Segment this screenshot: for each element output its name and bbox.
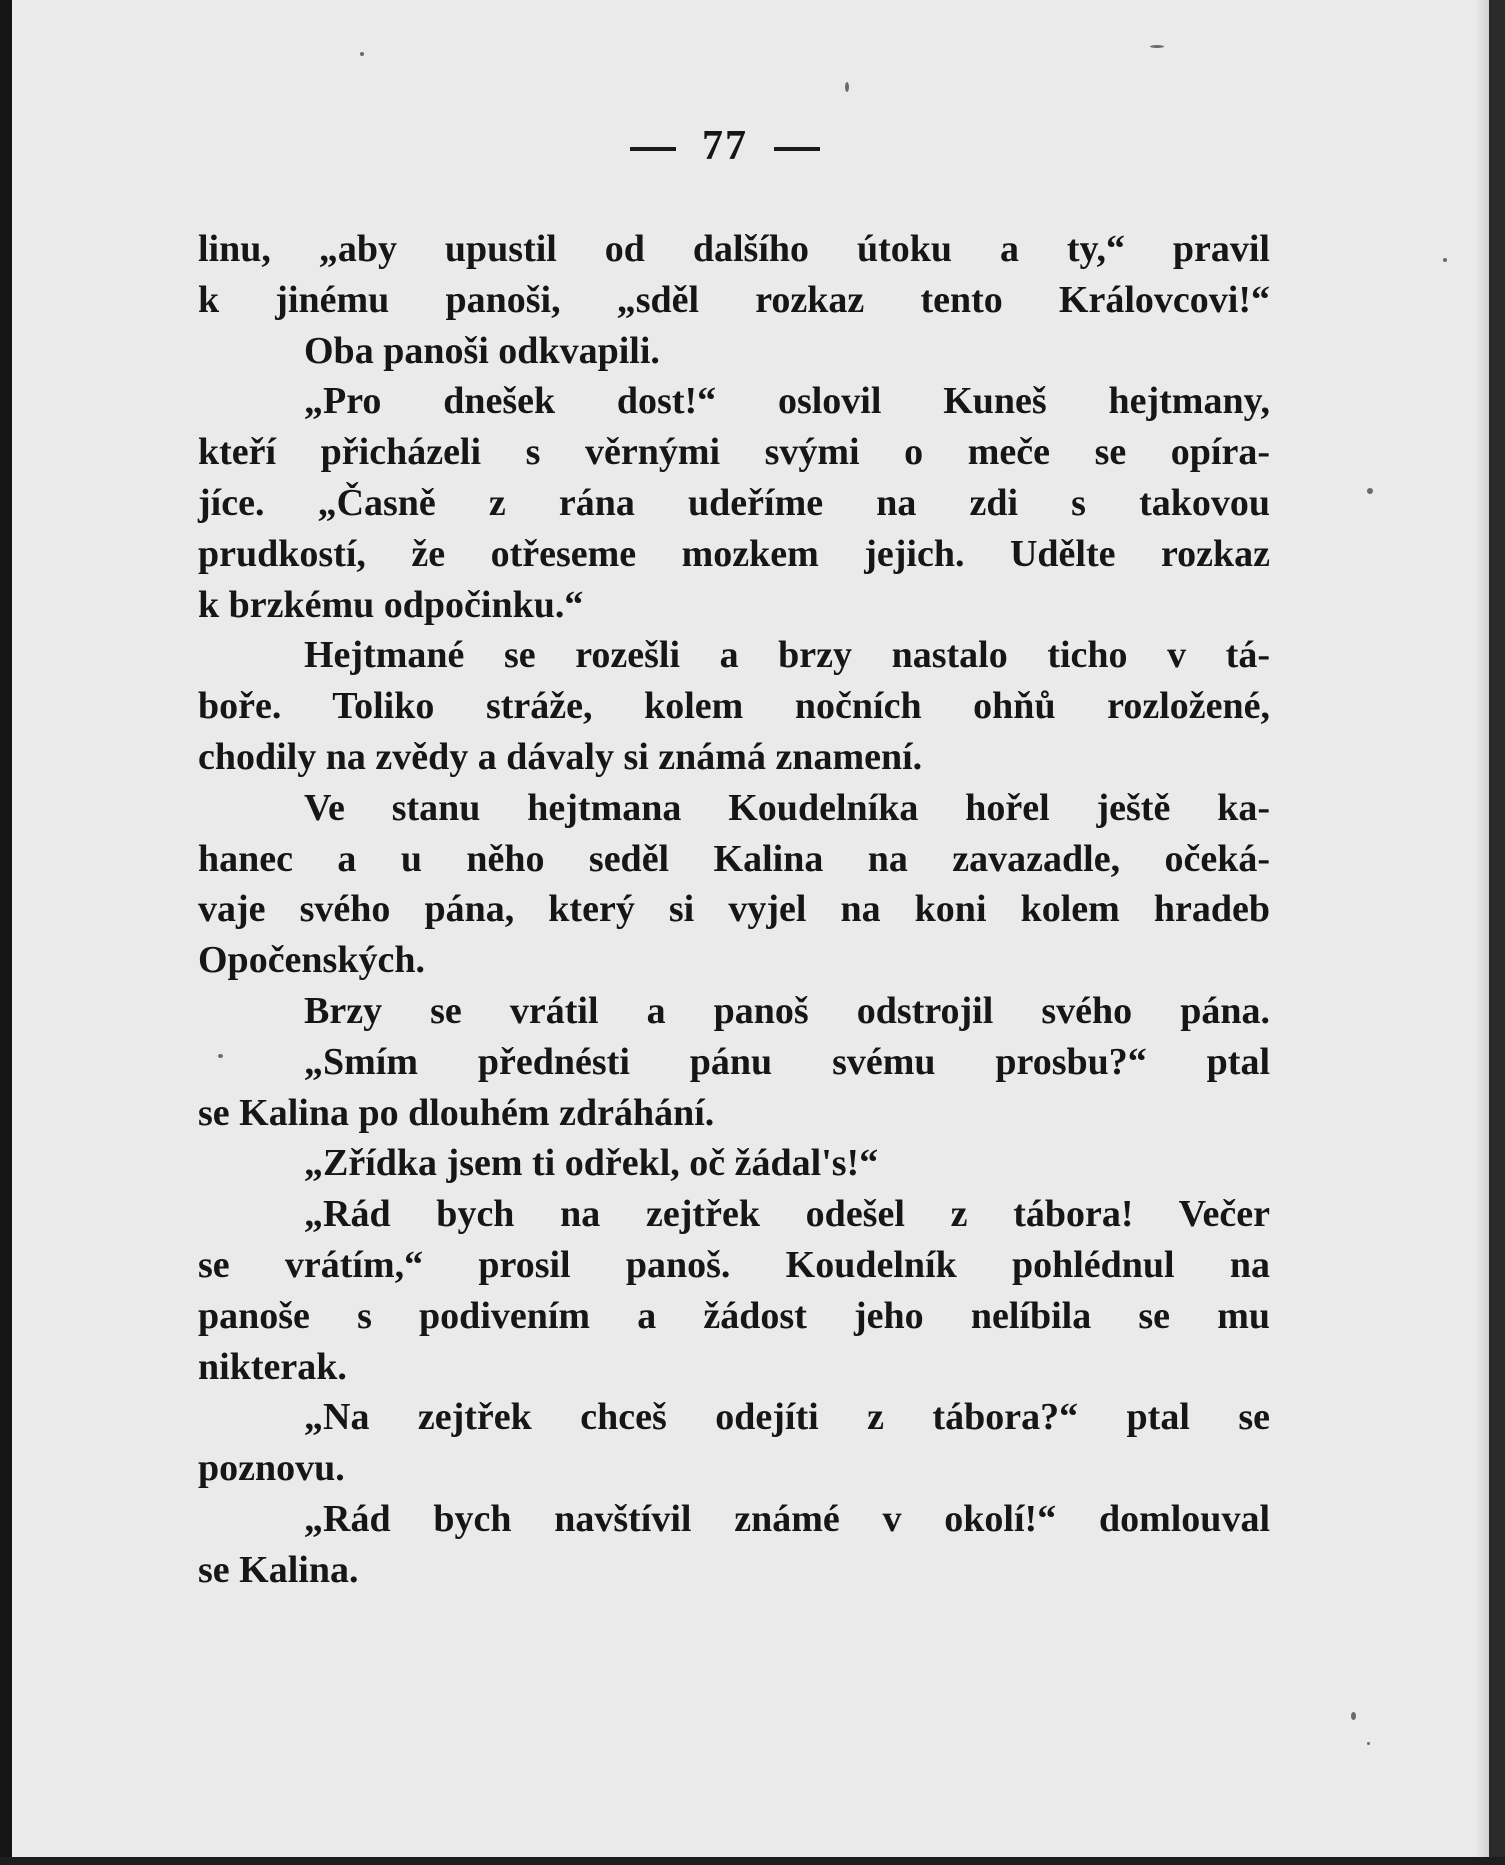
- text-line: „Smím přednésti pánu svému prosbu?“ ptal: [304, 1040, 1270, 1083]
- scan-speck: [360, 52, 364, 56]
- text-line: k brzkému odpočinku.“: [198, 583, 584, 626]
- text-line: se Kalina.: [198, 1548, 359, 1591]
- page-bottom-edge: [0, 1857, 1505, 1865]
- text-line: vaje svého pána, který si vyjel na koni kolem hradeb: [198, 888, 1270, 931]
- scan-speck: [1351, 1712, 1356, 1720]
- text-line: Brzy se vrátil a panoš odstrojil svého pána.: [304, 989, 1270, 1032]
- text-line: Opočenských.: [198, 939, 425, 982]
- text-line: nikterak.: [198, 1345, 347, 1388]
- text-line: se vrátím,“ prosil panoš. Koudelník pohlédnul na: [198, 1243, 1270, 1286]
- text-line: boře. Toliko stráže, kolem nočních ohňů rozložené,: [198, 685, 1270, 728]
- page-gutter-shadow: [1475, 0, 1489, 1865]
- text-line: kteří přicházeli s věrnými svými o meče se opíra-: [198, 431, 1270, 474]
- text-line: panoše s podivením a žádost jeho nelíbila se mu: [198, 1294, 1270, 1337]
- text-line: poznovu.: [198, 1447, 345, 1490]
- page-left-edge: [0, 0, 12, 1865]
- text-line: „Pro dnešek dost!“ oslovil Kuneš hejtmany,: [304, 380, 1270, 423]
- scan-speck: [1150, 45, 1164, 48]
- scan-speck: [1367, 488, 1373, 494]
- scan-speck: [1443, 258, 1447, 262]
- page-body-text: [198, 224, 1270, 1596]
- page-number-dash-left: [630, 147, 676, 151]
- text-line: „Zřídka jsem ti odřekl, oč žádal's!“: [304, 1142, 879, 1185]
- scan-speck: [1367, 1742, 1370, 1745]
- text-line: „Na zejtřek chceš odejíti z tábora?“ ptal se: [304, 1396, 1270, 1439]
- text-line: hanec a u něho seděl Kalina na zavazadle, očeká-: [198, 837, 1270, 880]
- text-line: linu, „aby upustil od dalšího útoku a ty,“ pravil: [198, 228, 1270, 270]
- text-line: Ve stanu hejtmana Koudelníka hořel ještě ka-: [304, 786, 1270, 829]
- text-line: „Rád bych na zejtřek odešel z tábora! Večer: [304, 1193, 1270, 1236]
- text-line: prudkostí, že otřeseme mozkem jejich. Udělte rozkaz: [198, 532, 1270, 575]
- text-line: se Kalina po dlouhém zdráhání.: [198, 1091, 715, 1134]
- text-line: jíce. „Časně z rána udeříme na zdi s takovou: [198, 481, 1270, 524]
- page-number-value: 77: [702, 123, 748, 169]
- text-line: k jinému panoši, „sděl rozkaz tento Královcovi!“: [198, 278, 1270, 321]
- page-right-edge: [1489, 0, 1505, 1865]
- page-number-dash-right: [774, 147, 820, 151]
- scan-speck: [845, 82, 849, 92]
- text-line: Hejtmané se rozešli a brzy nastalo ticho v tá-: [304, 634, 1270, 677]
- page-number: [0, 122, 1450, 170]
- text-line: Oba panoši odkvapili.: [304, 329, 660, 372]
- text-line: chodily na zvědy a dávaly si známá znamení.: [198, 735, 923, 778]
- text-line: „Rád bych navštívil známé v okolí!“ domlouval: [304, 1497, 1270, 1540]
